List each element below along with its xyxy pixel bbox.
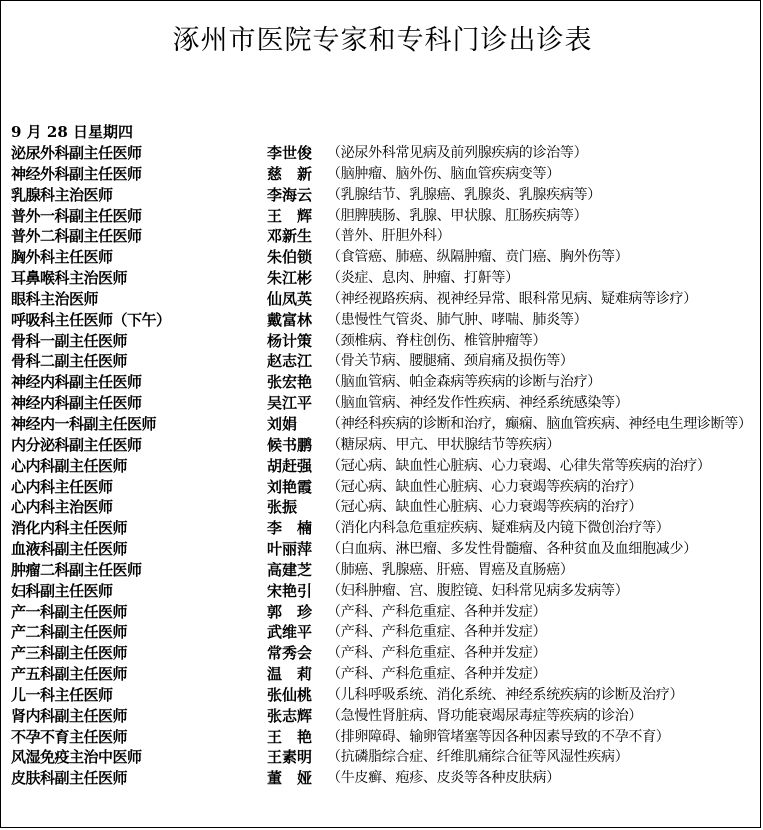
- schedule-row: [11, 435, 756, 456]
- department-title: 神经外科副主任医师: [11, 164, 142, 183]
- doctor-name: 朱江彬: [267, 269, 313, 288]
- doctor-name: 李 楠: [267, 519, 313, 538]
- department-title: 心内科主任医师: [11, 477, 113, 496]
- department-title: 内分泌科副主任医师: [11, 435, 142, 454]
- doctor-name: 温 莉: [267, 665, 313, 684]
- doctor-name: 候书鹏: [267, 435, 313, 454]
- specialty-description: （骨关节病、腰腿痛、颈肩痛及损伤等）: [327, 353, 574, 370]
- schedule-row: [11, 747, 756, 768]
- doctor-name: 戴富林: [267, 310, 313, 329]
- specialty-description: （妇科肿瘤、宫、腹腔镜、妇科常见病多发病等）: [327, 582, 629, 599]
- doctor-name: 董 娅: [267, 769, 313, 788]
- department-title: 耳鼻喉科主治医师: [11, 269, 128, 288]
- schedule-row: [11, 539, 756, 560]
- specialty-description: （脑血管病、神经发作性疾病、神经系统感染等）: [327, 395, 629, 412]
- doctor-name: 赵志江: [267, 352, 313, 371]
- specialty-description: （消化内科急危重症疾病、疑难病及内镜下微创治疗等）: [327, 520, 670, 537]
- specialty-description: （白血病、淋巴瘤、多发性骨髓瘤、各种贫血及血细胞减少）: [327, 541, 697, 558]
- specialty-description: （急慢性肾脏病、肾功能衰竭尿毒症等疾病的诊治）: [327, 707, 643, 724]
- schedule-row: [11, 268, 756, 289]
- schedule-row: [11, 706, 756, 727]
- doctor-name: 刘娟: [267, 414, 298, 433]
- doctor-name: 杨计策: [267, 331, 313, 350]
- doctor-name: 郭 珍: [267, 602, 313, 621]
- department-title: 产三科副主任医师: [11, 644, 128, 663]
- schedule-row: [11, 331, 756, 352]
- specialty-description: （脑血管病、帕金森病等疾病的诊断与治疗）: [327, 374, 601, 391]
- doctor-name: 李海云: [267, 185, 313, 204]
- schedule-row: [11, 602, 756, 623]
- doctor-name: 宋艳引: [267, 581, 313, 600]
- department-title: 神经内科副主任医师: [11, 394, 142, 413]
- specialty-description: （糖尿病、甲亢、甲状腺结节等疾病）: [327, 436, 560, 453]
- doctor-name: 李世俊: [267, 144, 313, 162]
- department-title: 呼吸科主任医师（下午）: [11, 310, 171, 329]
- schedule-date: 9 月 28 日星期四: [11, 123, 133, 141]
- department-title: 神经内科副主任医师: [11, 373, 142, 392]
- department-title: 不孕不育主任医师: [11, 727, 128, 746]
- department-title: 血液科副主任医师: [11, 540, 128, 559]
- schedule-list: [11, 143, 756, 789]
- page-title: 涿州市医院专家和专科门诊出诊表: [172, 25, 593, 56]
- doctor-name: 王 艳: [267, 727, 313, 746]
- doctor-name: 张宏艳: [267, 373, 313, 392]
- department-title: 风湿免疫主治中医师: [11, 748, 142, 767]
- schedule-row: [11, 497, 756, 518]
- department-title: 心内科副主任医师: [11, 456, 128, 475]
- specialty-description: （泌尿外科常见病及前列腺疾病的诊治等）: [327, 145, 588, 161]
- specialty-description: （产科、产科危重症、各种并发症）: [327, 624, 547, 641]
- department-title: 产一科副主任医师: [11, 602, 128, 621]
- department-title: 普外二科副主任医师: [11, 227, 142, 246]
- specialty-description: （产科、产科危重症、各种并发症）: [327, 603, 547, 620]
- specialty-description: （神经视路疾病、视神经异常、眼科常见病、疑难病等诊疗）: [327, 290, 697, 307]
- schedule-row: [11, 727, 756, 748]
- doctor-name: 叶丽萍: [267, 540, 313, 559]
- department-title: 妇科副主任医师: [11, 581, 113, 600]
- department-title: 普外一科副主任医师: [11, 206, 142, 225]
- department-title: 胸外科主任医师: [11, 248, 113, 267]
- department-title: 产五科副主任医师: [11, 665, 128, 684]
- specialty-description: （肺癌、乳腺癌、肝癌、胃癌及直肠癌）: [327, 561, 574, 578]
- specialty-description: （排卵障碍、输卵管堵塞等因各种因素导致的不孕不育）: [327, 728, 670, 745]
- specialty-description: （炎症、息肉、肿瘤、打鼾等）: [327, 270, 519, 287]
- schedule-row: [11, 289, 756, 310]
- specialty-description: （患慢性气管炎、肺气肿、哮喘、肺炎等）: [327, 311, 588, 328]
- specialty-description: （乳腺结节、乳腺癌、乳腺炎、乳腺疾病等）: [327, 186, 601, 203]
- department-title: 产二科副主任医师: [11, 623, 128, 642]
- specialty-description: （冠心病、缺血性心脏病、心力衰竭等疾病的治疗）: [327, 499, 643, 516]
- specialty-description: （儿科呼吸系统、消化系统、神经系统疾病的诊断及治疗）: [327, 686, 684, 703]
- doctor-name: 高建芝: [267, 560, 313, 579]
- specialty-description: （冠心病、缺血性心脏病、心力衰竭等疾病的治疗）: [327, 478, 643, 495]
- schedule-row: [11, 372, 756, 393]
- schedule-row: [11, 393, 756, 414]
- schedule-row: [11, 143, 756, 164]
- specialty-description: （颈椎病、脊柱创伤、椎管肿瘤等）: [327, 332, 547, 349]
- doctor-name: 仙凤英: [267, 289, 313, 308]
- specialty-description: （牛皮癣、疱疹、皮炎等各种皮肤病）: [327, 770, 560, 787]
- department-title: 神经内一科副主任医师: [11, 414, 157, 433]
- doctor-name: 张仙桃: [267, 685, 313, 704]
- doctor-name: 朱伯锁: [267, 248, 313, 267]
- doctor-name: 吴江平: [267, 394, 313, 413]
- schedule-row: [11, 164, 756, 185]
- department-title: 肾内科副主任医师: [11, 706, 128, 725]
- doctor-name: 慈 新: [267, 164, 313, 183]
- specialty-description: （抗磷脂综合症、纤维肌痛综合征等风湿性疾病）: [327, 749, 629, 766]
- doctor-name: 张志辉: [267, 706, 313, 725]
- schedule-row: [11, 768, 756, 789]
- specialty-description: （产科、产科危重症、各种并发症）: [327, 645, 547, 662]
- schedule-row: [11, 581, 756, 602]
- department-title: 泌尿外科副主任医师: [11, 144, 142, 162]
- doctor-name: 胡赶强: [267, 456, 313, 475]
- schedule-row: [11, 185, 756, 206]
- schedule-row: [11, 518, 756, 539]
- department-title: 儿一科主任医师: [11, 685, 113, 704]
- doctor-name: 刘艳霞: [267, 477, 313, 496]
- doctor-name: 邓新生: [267, 227, 313, 246]
- department-title: 骨科一副主任医师: [11, 331, 128, 350]
- schedule-row: [11, 560, 756, 581]
- schedule-row: [11, 226, 756, 247]
- department-title: 心内科主治医师: [11, 498, 113, 517]
- schedule-row: [11, 414, 756, 435]
- doctor-name: 武维平: [267, 623, 313, 642]
- specialty-description: （食管癌、肺癌、纵隔肿瘤、贲门癌、胸外伤等）: [327, 249, 629, 266]
- schedule-row: [11, 247, 756, 268]
- specialty-description: （脑肿瘤、脑外伤、脑血管疾病变等）: [327, 165, 560, 182]
- schedule-row: [11, 664, 756, 685]
- specialty-description: （神经科疾病的诊断和治疗，癫痫、脑血管疾病、神经电生理诊断等）: [327, 415, 752, 432]
- schedule-row: [11, 685, 756, 706]
- schedule-row: [11, 310, 756, 331]
- schedule-row: [11, 351, 756, 372]
- department-title: 肿瘤二科副主任医师: [11, 560, 142, 579]
- department-title: 皮肤科副主任医师: [11, 769, 128, 788]
- department-title: 骨科二副主任医师: [11, 352, 128, 371]
- schedule-row: [11, 456, 756, 477]
- specialty-description: （产科、产科危重症、各种并发症）: [327, 666, 547, 683]
- doctor-name: 张振: [267, 498, 298, 517]
- specialty-description: （冠心病、缺血性心脏病、心力衰竭、心律失常等疾病的治疗）: [327, 457, 711, 474]
- department-title: 眼科主治医师: [11, 289, 99, 308]
- schedule-row: [11, 206, 756, 227]
- doctor-name: 王素明: [267, 748, 313, 767]
- schedule-row: [11, 622, 756, 643]
- doctor-name: 常秀会: [267, 644, 313, 663]
- schedule-row: [11, 477, 756, 498]
- department-title: 消化内科主任医师: [11, 519, 128, 538]
- department-title: 乳腺科主治医师: [11, 185, 113, 204]
- schedule-row: [11, 643, 756, 664]
- specialty-description: （普外、肝胆外科）: [327, 228, 451, 245]
- doctor-name: 王 辉: [267, 206, 313, 225]
- specialty-description: （胆脾胰肠、乳腺、甲状腺、肛肠疾病等）: [327, 207, 588, 224]
